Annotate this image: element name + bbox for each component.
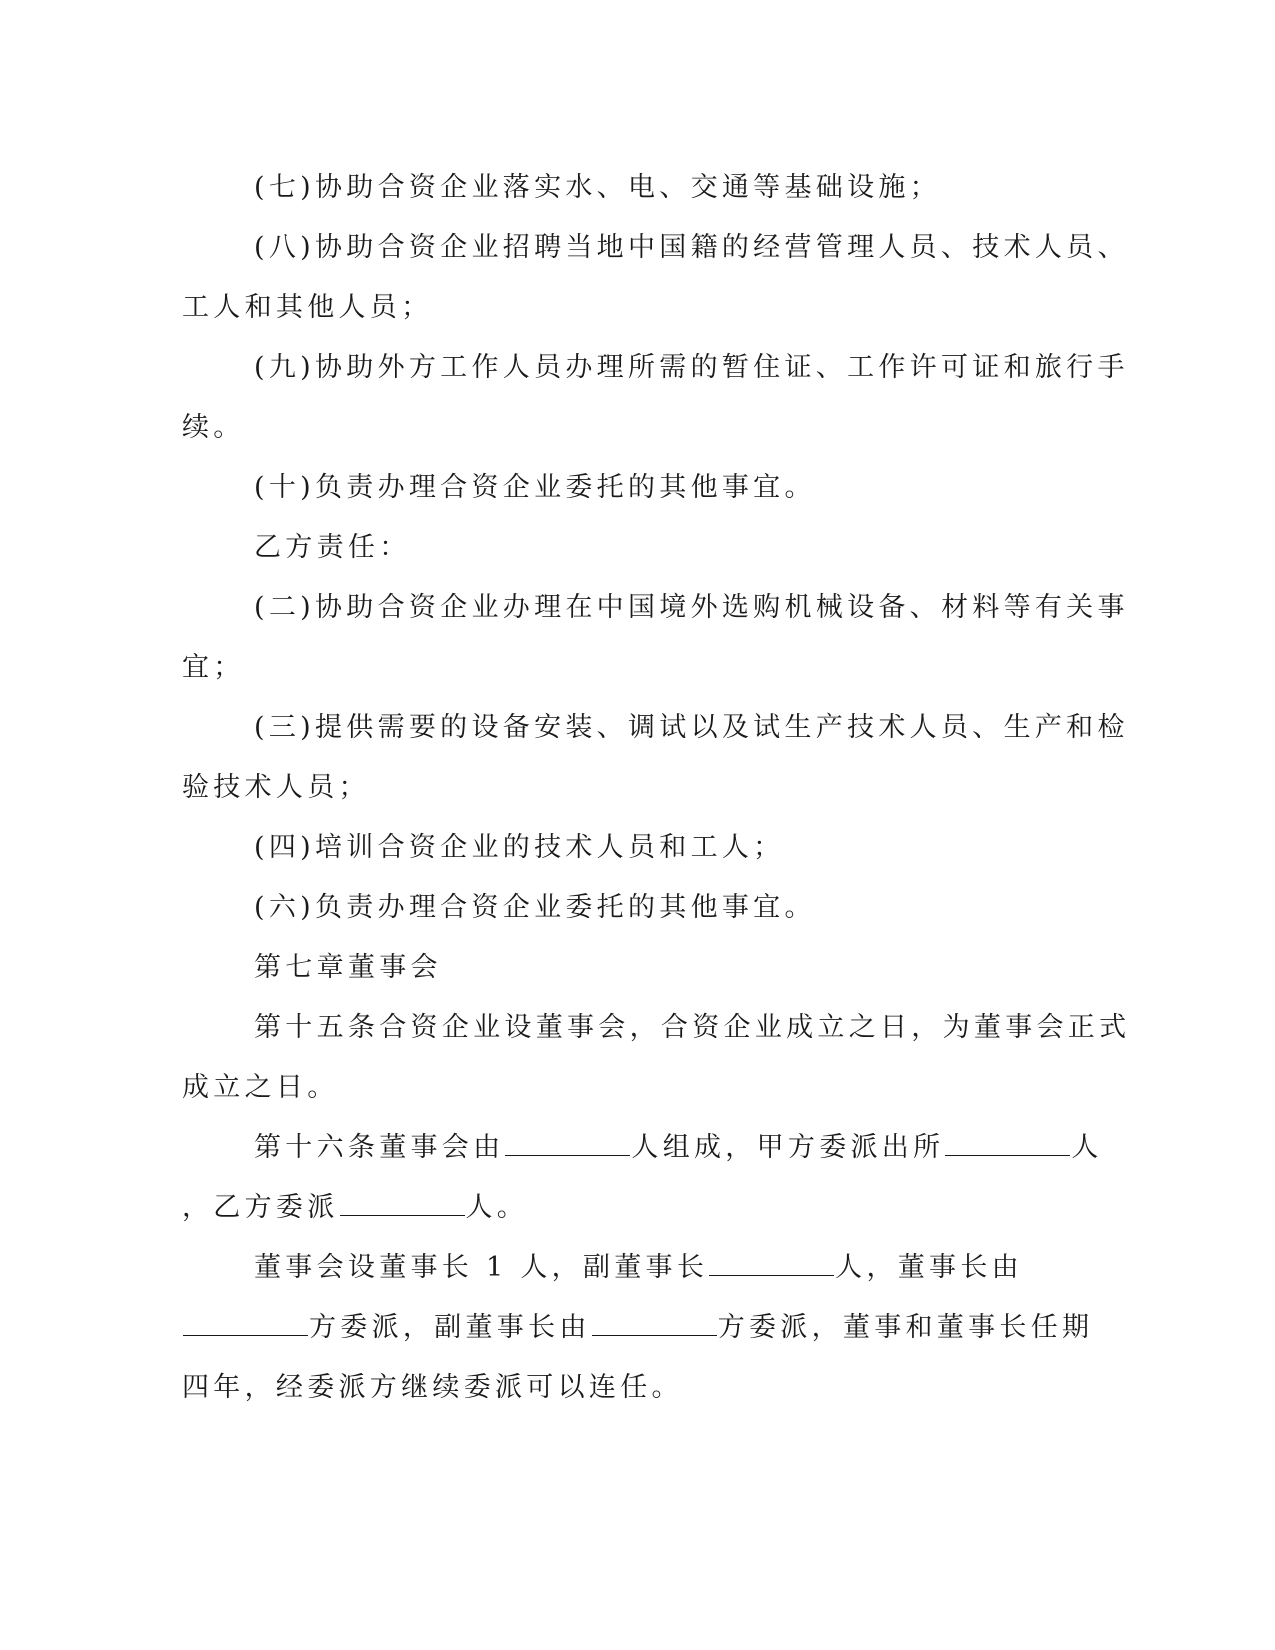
text-segment: ，乙方委派 — [182, 1192, 339, 1223]
fill-in-blank — [340, 1191, 465, 1216]
text-line: 第十五条合资企业设董事会，合资企业成立之日，为董事会正式 — [254, 1012, 1131, 1043]
text-segment: 方委派，副董事长由 — [309, 1312, 591, 1343]
article-15 — [182, 998, 1131, 1118]
text-line: 工人和其他人员； — [182, 292, 433, 323]
text-line: 四年，经委派方继续委派可以连任。 — [182, 1372, 683, 1403]
text-line: (三)提供需要的设备安装、调试以及试生产技术人员、生产和检 — [254, 712, 1129, 743]
text-line: (九)协助外方工作人员办理所需的暂住证、工作许可证和旅行手 — [254, 352, 1129, 383]
text-line: (七)协助合资企业落实水、电、交通等基础设施； — [254, 172, 941, 203]
text-line: 续。 — [182, 412, 245, 443]
document-body — [182, 158, 1131, 1418]
text-line: (八)协助合资企业招聘当地中国籍的经营管理人员、技术人员、 — [254, 232, 1129, 263]
paragraph-item-3 — [182, 698, 1129, 818]
text-line — [182, 1178, 1042, 1238]
text-segment: 人 — [1071, 1132, 1103, 1163]
fill-in-blank — [945, 1131, 1070, 1156]
text-line: 验技术人员； — [182, 772, 370, 803]
text-line — [182, 1298, 1094, 1358]
paragraph-item-2 — [182, 578, 1129, 698]
text-segment: 人组成，甲方委派出所 — [631, 1132, 945, 1163]
fill-in-blank — [183, 1311, 308, 1336]
paragraph-item-4 — [182, 818, 1042, 878]
text-segment: 人。 — [465, 1192, 529, 1223]
text-line: 乙方责任： — [254, 532, 411, 563]
text-line: (四)培训合资企业的技术人员和工人； — [254, 832, 785, 863]
text-line — [182, 1118, 1103, 1178]
party-b-heading — [182, 518, 1042, 578]
text-segment: 第十六条董事会由 — [254, 1132, 505, 1163]
text-line: (二)协助合资企业办理在中国境外选购机械设备、材料等有关事 — [254, 592, 1129, 623]
article-16 — [182, 1118, 1103, 1238]
chairman-paragraph — [182, 1238, 1094, 1418]
paragraph-item-6 — [182, 878, 1042, 938]
paragraph-item-9 — [182, 338, 1129, 458]
text-line: 成立之日。 — [182, 1072, 339, 1103]
paragraph-item-10 — [182, 458, 1042, 518]
text-line: (六)负责办理合资企业委托的其他事宜。 — [254, 892, 816, 923]
chapter-heading — [182, 938, 1042, 998]
fill-in-blank — [709, 1251, 834, 1276]
fill-in-blank — [592, 1311, 717, 1336]
text-segment: 人，董事长由 — [835, 1252, 1023, 1283]
text-line: (十)负责办理合资企业委托的其他事宜。 — [254, 472, 816, 503]
text-segment: 董事会设董事长 1 人，副董事长 — [254, 1252, 709, 1283]
paragraph-item-8 — [182, 218, 1129, 338]
text-segment: 方委派，董事和董事长任期 — [717, 1312, 1094, 1343]
paragraph-item-7 — [182, 158, 1042, 218]
text-line — [182, 1238, 1042, 1298]
text-line: 宜； — [182, 652, 245, 683]
fill-in-blank — [505, 1131, 630, 1156]
text-line: 第七章董事会 — [254, 952, 442, 983]
